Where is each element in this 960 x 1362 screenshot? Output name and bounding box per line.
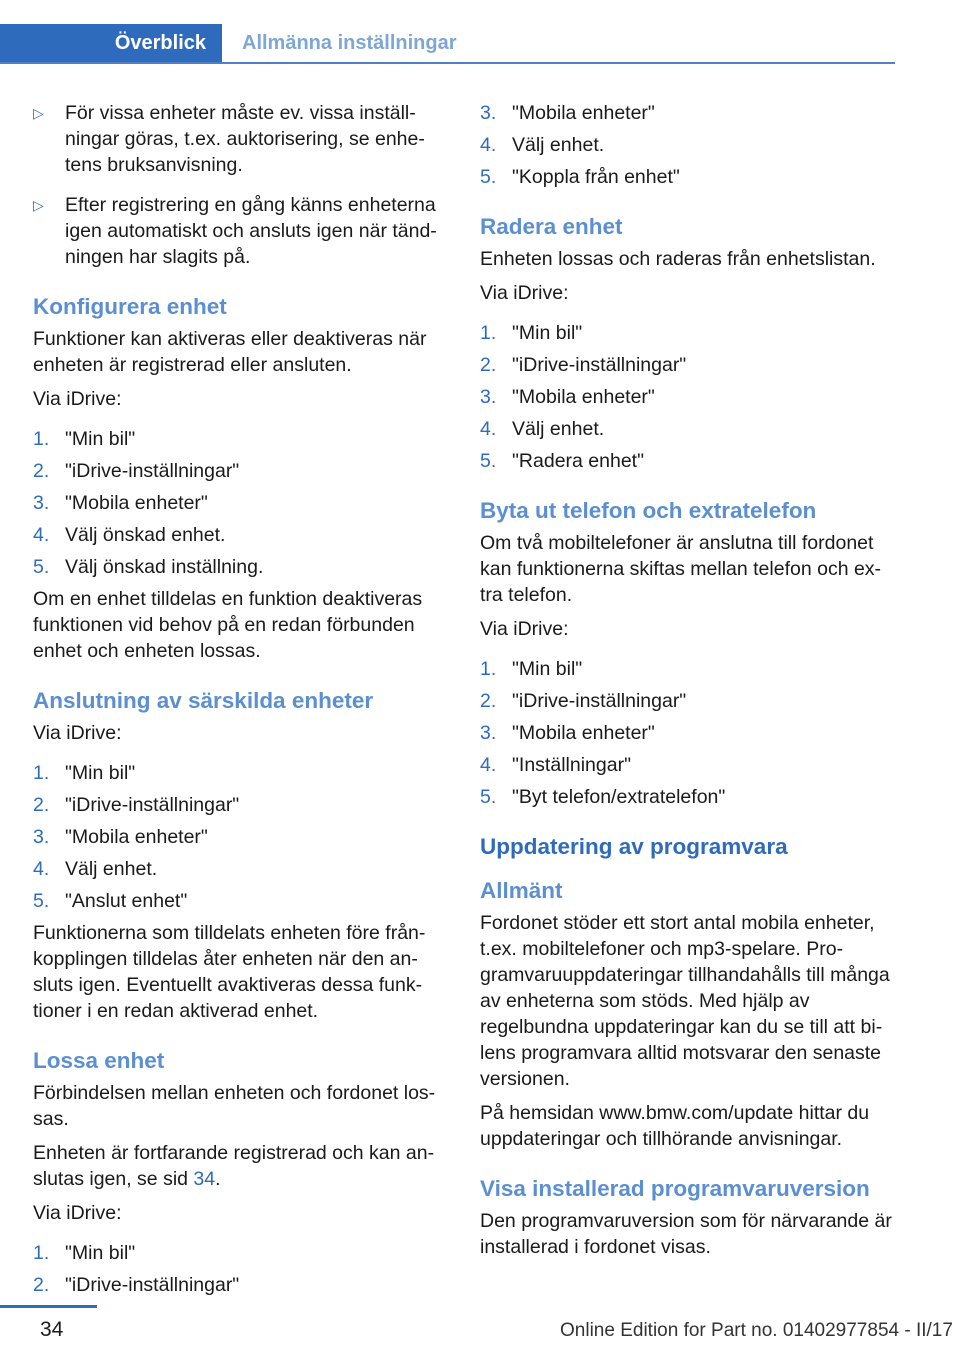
steps-list [480,320,900,474]
list-item: 4. Välj enhet. [33,858,158,880]
list-item: 5. "Radera enhet" [480,450,645,472]
paragraph: Funktioner kan aktiveras eller deaktiveras när enheten är registrerad eller ansluten. [33,328,427,376]
page-link[interactable]: 34 [193,1168,216,1190]
bullet-item: ▷ För vissa enheter måste ev. vissa inställ-ningar göras, t.ex. auktorisering, se enhe-tens bruksanvisning. [33,102,425,176]
via-idrive-label: Via iDrive: [480,282,569,304]
bullet-item: ▷ Efter registrering en gång känns enheterna igen automatiskt och ansluts igen när tänd-ningen har slagits på. [33,194,437,268]
list-item: 4. Välj enhet. [480,418,605,440]
list-item: 3. "Mobila enheter" [480,722,655,744]
footer-edition-text: Online Edition for Part no. 01402977854 - II/17 [560,1320,960,1358]
steps-list [480,656,900,810]
heading-byta-telefon: Byta ut telefon och extratelefon [480,498,817,523]
heading-radera-enhet: Radera enhet [480,214,623,239]
heading-lossa-enhet: Lossa enhet [33,1048,165,1073]
list-item: 2. "iDrive-inställningar" [33,1274,240,1296]
list-item: 1. "Min bil" [480,658,583,680]
tab-overblick[interactable]: Överblick [0,24,222,62]
steps-list [33,1240,453,1298]
tab-allmanna-installningar[interactable]: Allmänna inställningar [242,31,457,54]
paragraph: Fordonet stöder ett stort antal mobila enheter, t.ex. mobiltelefoner och mp3-spelare. Pro-gramvaruuppdateringar tillhandahålls till många av enheterna som stöds. Med hjälp av regelbundna uppdateringar kan du se till att bi-lens programvara alltid motsvarar den senaste versionen. [480,912,890,1090]
via-idrive-label: Via iDrive: [33,1202,122,1224]
list-item: 1. "Min bil" [480,322,583,344]
steps-list [33,760,453,914]
list-item: 5. "Byt telefon/extratelefon" [480,786,726,808]
heading-anslutning: Anslutning av särskilda enheter [33,688,374,713]
list-item: 2. "iDrive-inställningar" [480,690,687,712]
triangle-bullet-icon: ▷ [33,197,44,213]
paragraph: På hemsidan www.bmw.com/update hittar du uppdateringar och tillhörande anvisningar. [480,1102,870,1150]
list-item: 5. "Anslut enhet" [33,890,188,912]
paragraph: Funktionerna som tilldelats enheten före från-kopplingen tilldelas åter enheten när den an-sluts igen. Eventuellt avaktiveras dessa funk-tioner i en redan aktiverad enhet. [33,922,426,1022]
page-number: 34 [40,1318,64,1341]
list-item: 4. Välj enhet. [480,134,605,156]
heading-uppdatering: Uppdatering av programvara [480,834,788,859]
via-idrive-label: Via iDrive: [480,618,569,640]
list-item: 5. Välj önskad inställning. [33,556,264,578]
list-item: 5. "Koppla från enhet" [480,166,680,188]
list-item: 1. "Min bil" [33,428,136,450]
triangle-bullet-icon: ▷ [33,105,44,121]
right-column [480,100,900,1268]
page-number-bar [0,1305,97,1308]
list-item: 4. "Inställningar" [480,754,631,776]
steps-list [480,100,900,190]
paragraph: Om en enhet tilldelas en funktion deaktiveras funktionen vid behov på en redan förbunden enhet och enheten lossas. [33,588,423,662]
list-item: 4. Välj önskad enhet. [33,524,226,546]
list-item: 2. "iDrive-inställningar" [33,460,240,482]
heading-visa-version: Visa installerad programvaruversion [480,1176,870,1201]
via-idrive-label: Via iDrive: [33,722,122,744]
paragraph: Förbindelsen mellan enheten och fordonet los-sas. [33,1082,436,1130]
list-item: 3. "Mobila enheter" [480,102,655,124]
heading-konfigurera-enhet: Konfigurera enhet [33,294,227,319]
paragraph: Enheten lossas och raderas från enhetslistan. [480,248,876,270]
paragraph: Enheten är fortfarande registrerad och kan an-slutas igen, se sid 34. [33,1142,435,1190]
list-item: 2. "iDrive-inställningar" [33,794,240,816]
list-item: 1. "Min bil" [33,762,136,784]
left-column [33,100,453,1304]
list-item: 3. "Mobila enheter" [33,492,208,514]
page-header [0,0,895,64]
paragraph: Den programvaruversion som för närvarande är installerad i fordonet visas. [480,1210,892,1258]
heading-allmant: Allmänt [480,878,563,903]
list-item: 2. "iDrive-inställningar" [480,354,687,376]
list-item: 3. "Mobila enheter" [33,826,208,848]
paragraph: Om två mobiltelefoner är anslutna till fordonet kan funktionerna skiftas mellan telefon och ex-tra telefon. [480,532,882,606]
via-idrive-label: Via iDrive: [33,388,122,410]
list-item: 1. "Min bil" [33,1242,136,1264]
list-item: 3. "Mobila enheter" [480,386,655,408]
steps-list [33,426,453,580]
